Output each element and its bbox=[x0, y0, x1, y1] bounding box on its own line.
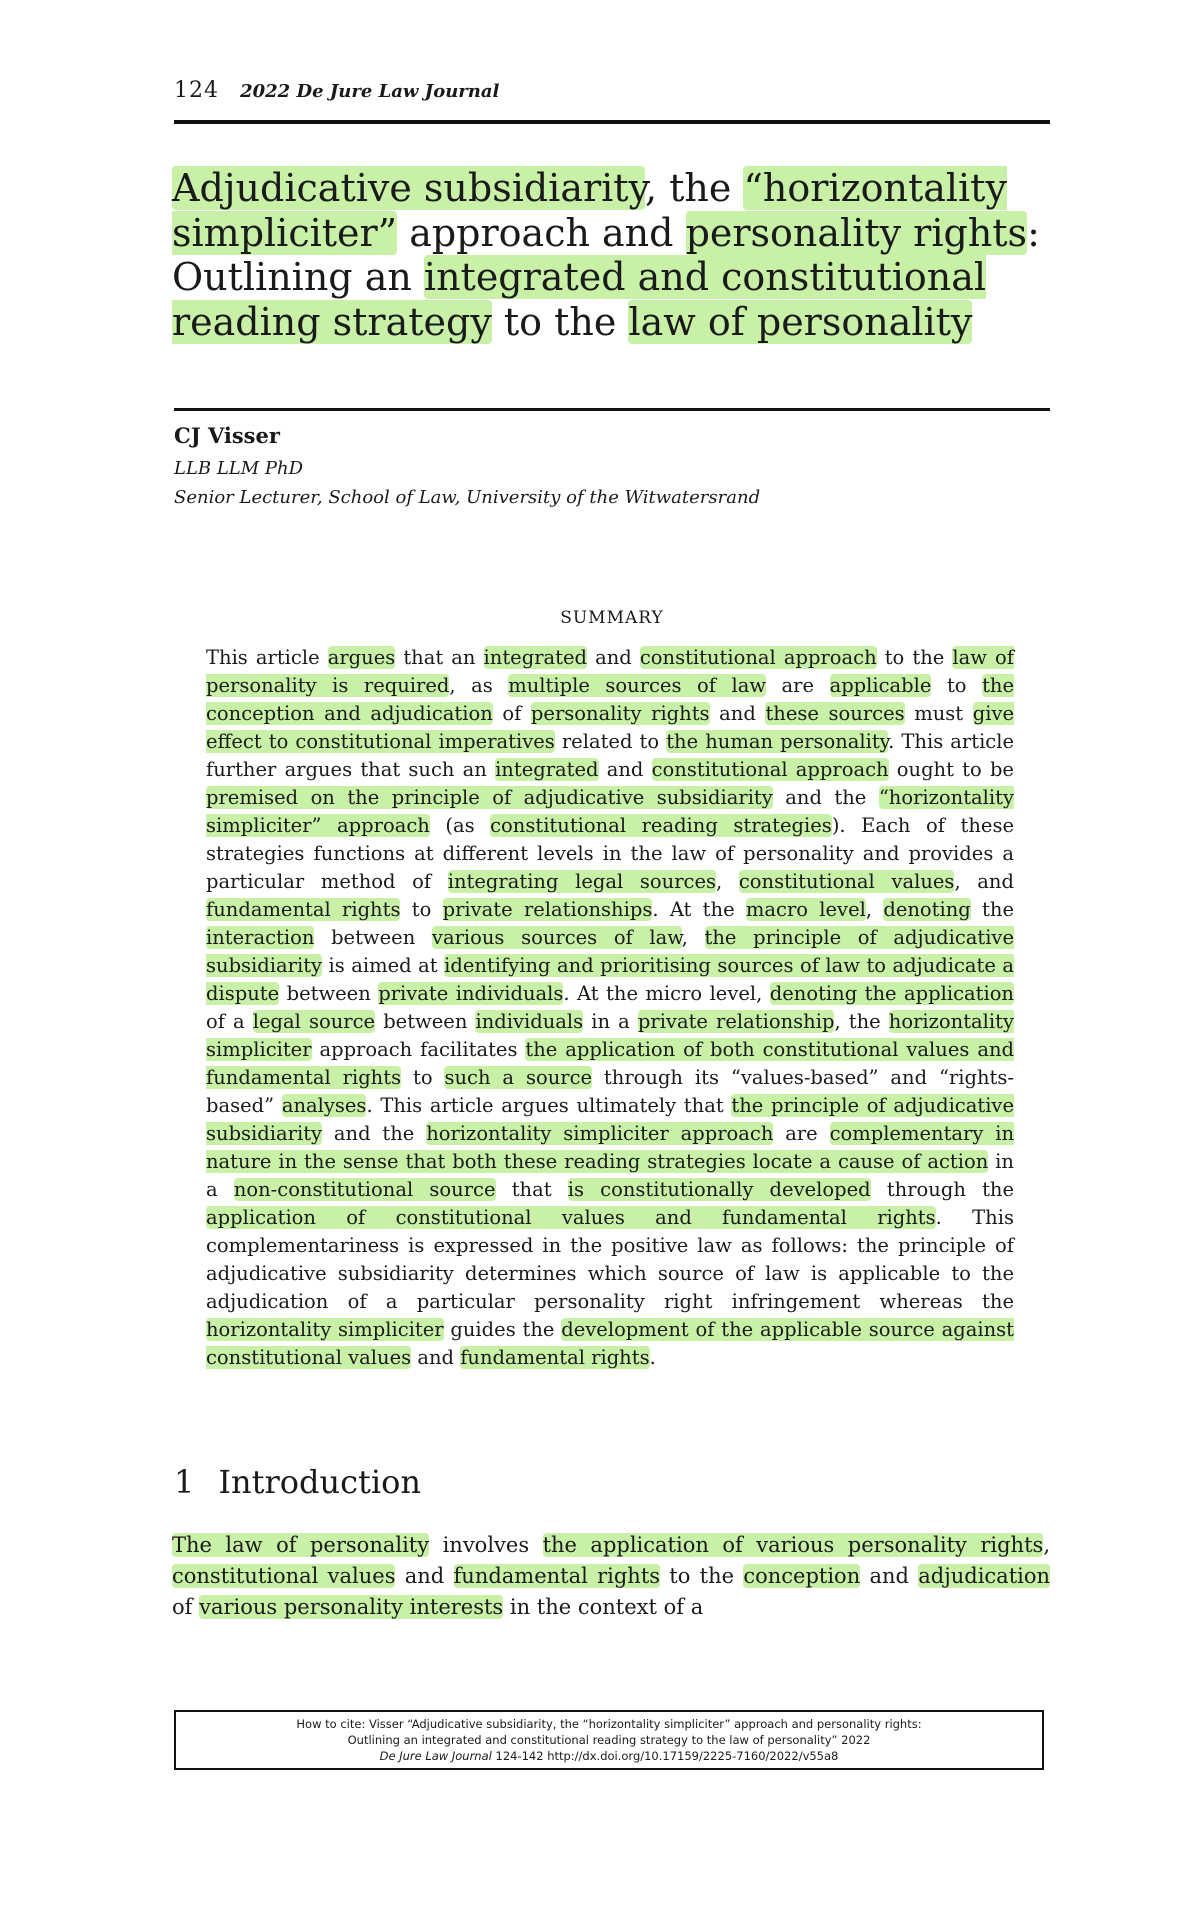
highlighted-text: the conception and adjudication bbox=[206, 674, 1014, 725]
text-run: and the bbox=[322, 1122, 427, 1145]
text-run: in the context of a bbox=[503, 1595, 704, 1619]
highlighted-text: Adjudicative subsidiarity bbox=[172, 166, 645, 210]
highlighted-text: “horizontality simpliciter” bbox=[172, 166, 1007, 255]
highlighted-text: horizontality simpliciter bbox=[206, 1318, 444, 1341]
highlighted-text: the human personality bbox=[666, 730, 889, 753]
highlighted-text: non-constitutional source bbox=[233, 1178, 496, 1201]
header-rule bbox=[174, 120, 1050, 124]
text-run: in a bbox=[206, 1150, 1014, 1201]
highlighted-text: “horizontality simpliciter” approach bbox=[206, 786, 1014, 837]
text-run: , bbox=[1043, 1533, 1050, 1557]
highlighted-text: personality rights bbox=[530, 702, 710, 725]
text-run: , bbox=[681, 926, 705, 949]
highlighted-text: the application of both constitutional values and fundamental rights bbox=[206, 1038, 1014, 1089]
highlighted-text: fundamental rights bbox=[453, 1564, 661, 1588]
text-run: and bbox=[395, 1564, 454, 1588]
highlighted-text: integrated bbox=[483, 646, 588, 669]
highlighted-text: these sources bbox=[765, 702, 905, 725]
text-run: , as bbox=[449, 674, 509, 697]
highlighted-text: multiple sources of law bbox=[508, 674, 767, 697]
text-run: (as bbox=[429, 814, 491, 837]
highlighted-text: legal source bbox=[252, 1010, 376, 1033]
highlighted-text: various sources of law bbox=[431, 926, 682, 949]
highlighted-text: conception bbox=[743, 1564, 861, 1588]
text-run: in a bbox=[583, 1010, 638, 1033]
highlighted-text: application of constitutional values and fundamental rights bbox=[206, 1206, 936, 1229]
text-run: between bbox=[314, 926, 432, 949]
highlighted-text: the principle of adjudicative subsidiarity bbox=[206, 926, 1014, 977]
text-run: and bbox=[860, 1564, 919, 1588]
text-run: must bbox=[904, 702, 973, 725]
text-run: to the bbox=[660, 1564, 744, 1588]
author-name: CJ Visser bbox=[174, 423, 280, 448]
highlighted-text: macro level bbox=[745, 898, 866, 921]
highlighted-text: horizontality simpliciter approach bbox=[426, 1122, 774, 1145]
citation-box bbox=[174, 1710, 1044, 1770]
text-run: between bbox=[375, 1010, 476, 1033]
highlighted-text: development of the applicable source against constitutional values bbox=[206, 1318, 1014, 1369]
text-run: and the bbox=[772, 786, 879, 809]
text-run: to the bbox=[491, 299, 629, 344]
text-run: is aimed at bbox=[322, 954, 445, 977]
text-run: are bbox=[766, 674, 830, 697]
text-run: . This complementariness is expressed in the positive law as follows: the principle of adjudicative subsidiarity determines which source of law is applicable to the adjudication of a particular personality right infringement whereas the bbox=[206, 1206, 1014, 1313]
text-run: . At the micro level, bbox=[563, 982, 770, 1005]
text-run: involves bbox=[429, 1533, 543, 1557]
highlighted-text: denoting bbox=[883, 898, 971, 921]
text-run: and bbox=[587, 646, 640, 669]
highlighted-text: constitutional values bbox=[738, 870, 955, 893]
citation-doi: 124-142 http://dx.doi.org/10.17159/2225-7160/2022/v55a8 bbox=[491, 1749, 839, 1763]
highlighted-text: constitutional values bbox=[172, 1564, 396, 1588]
citation-line-1: How to cite: Visser “Adjudicative subsidiarity, the “horizontality simpliciter” approach and personality rights: bbox=[296, 1717, 922, 1731]
text-run: guides the bbox=[443, 1318, 562, 1341]
text-run: This article bbox=[206, 646, 328, 669]
highlighted-text: such a source bbox=[444, 1066, 593, 1089]
summary-heading: SUMMARY bbox=[560, 608, 664, 628]
article-title bbox=[172, 166, 1052, 344]
highlighted-text: private relationships bbox=[442, 898, 653, 921]
text-run: approach and bbox=[397, 210, 686, 255]
text-run: of a bbox=[206, 1010, 253, 1033]
highlighted-text: constitutional reading strategies bbox=[490, 814, 832, 837]
text-run: . This article argues ultimately that bbox=[366, 1094, 732, 1117]
highlighted-text: give effect to constitutional imperatives bbox=[206, 702, 1015, 753]
text-run: . This article further argues that such an bbox=[206, 730, 1015, 781]
text-run: : Outlining an bbox=[172, 210, 1040, 299]
intro-paragraph bbox=[172, 1530, 1050, 1623]
text-run: the bbox=[970, 898, 1014, 921]
highlighted-text: fundamental rights bbox=[206, 898, 401, 921]
highlighted-text: analyses bbox=[281, 1094, 367, 1117]
highlighted-text: the principle of adjudicative subsidiarity bbox=[206, 1094, 1014, 1145]
highlighted-text: integrated bbox=[495, 758, 599, 781]
highlighted-text: law of personality is required bbox=[206, 646, 1014, 697]
text-run: that bbox=[495, 1178, 568, 1201]
text-run: to bbox=[400, 898, 443, 921]
text-run: are bbox=[773, 1122, 830, 1145]
text-run: , bbox=[865, 898, 884, 921]
text-run: , and bbox=[954, 870, 1014, 893]
highlighted-text: private individuals bbox=[378, 982, 564, 1005]
highlighted-text: the application of various personality rights bbox=[542, 1533, 1044, 1557]
highlighted-text: constitutional approach bbox=[639, 646, 877, 669]
highlighted-text: denoting the application bbox=[769, 982, 1014, 1005]
text-run: to bbox=[401, 1066, 445, 1089]
text-run: of bbox=[172, 1595, 200, 1619]
highlighted-text: various personality interests bbox=[199, 1595, 504, 1619]
citation-line-3 bbox=[176, 1748, 1042, 1764]
highlighted-text: argues bbox=[327, 646, 396, 669]
highlighted-text: premised on the principle of adjudicative subsidiarity bbox=[206, 786, 773, 809]
highlighted-text: identifying and prioritising sources of law to adjudicate a dispute bbox=[206, 954, 1014, 1005]
author-block bbox=[174, 418, 1050, 512]
highlighted-text: law of personality bbox=[628, 299, 973, 344]
author-degrees: LLB LLM PhD bbox=[174, 458, 304, 479]
text-run: that an bbox=[395, 646, 484, 669]
highlighted-text: adjudication bbox=[918, 1564, 1051, 1588]
journal-name: 2022 De Jure Law Journal bbox=[240, 81, 500, 102]
page-number: 124 bbox=[174, 78, 219, 103]
text-run: and bbox=[411, 1346, 461, 1369]
author-affiliation: Senior Lecturer, School of Law, University of the Witwatersrand bbox=[174, 487, 761, 508]
text-run: to bbox=[931, 674, 983, 697]
section-heading bbox=[174, 1462, 421, 1502]
highlighted-text: personality rights bbox=[685, 210, 1028, 255]
section-title: Introduction bbox=[218, 1463, 422, 1501]
running-header bbox=[174, 78, 1050, 118]
abstract-text bbox=[206, 644, 1014, 1372]
highlighted-text: individuals bbox=[475, 1010, 584, 1033]
highlighted-text: constitutional approach bbox=[651, 758, 889, 781]
text-run: , the bbox=[834, 1010, 889, 1033]
highlighted-text: complementary in nature in the sense that both these reading strategies locate a cause of action bbox=[206, 1122, 1014, 1173]
text-run: , the bbox=[645, 166, 744, 210]
citation-line-2: Outlining an integrated and constitutional reading strategy to the law of personality” 2022 bbox=[347, 1733, 871, 1747]
title-rule bbox=[174, 408, 1050, 411]
citation-journal: De Jure Law Journal bbox=[379, 1749, 492, 1763]
highlighted-text: integrated and constitutional reading strategy bbox=[172, 255, 987, 344]
highlighted-text: The law of personality bbox=[172, 1533, 430, 1557]
highlighted-text: applicable bbox=[829, 674, 932, 697]
text-run: ). Each of these strategies functions at different levels in the law of personality and provides a particular method of bbox=[206, 814, 1014, 893]
text-run: related to bbox=[554, 730, 667, 753]
text-run: between bbox=[279, 982, 379, 1005]
text-run: through its “values-based” and “rights-based” bbox=[206, 1066, 1014, 1117]
highlighted-text: fundamental rights bbox=[460, 1346, 650, 1369]
text-run: and bbox=[709, 702, 766, 725]
text-run: to the bbox=[876, 646, 953, 669]
text-run: and bbox=[598, 758, 652, 781]
text-run: approach facilitates bbox=[311, 1038, 526, 1061]
text-run: ought to be bbox=[888, 758, 1014, 781]
text-run: through the bbox=[870, 1178, 1015, 1201]
highlighted-text: private relationship bbox=[637, 1010, 835, 1033]
text-run: , bbox=[716, 870, 739, 893]
highlighted-text: integrating legal sources bbox=[447, 870, 716, 893]
text-run: . bbox=[649, 1346, 656, 1369]
highlighted-text: interaction bbox=[206, 926, 315, 949]
text-run: . At the bbox=[652, 898, 746, 921]
highlighted-text: is constitutionally developed bbox=[567, 1178, 871, 1201]
section-number: 1 bbox=[174, 1463, 195, 1501]
text-run: of bbox=[492, 702, 531, 725]
highlighted-text: horizontality simpliciter bbox=[206, 1010, 1014, 1061]
